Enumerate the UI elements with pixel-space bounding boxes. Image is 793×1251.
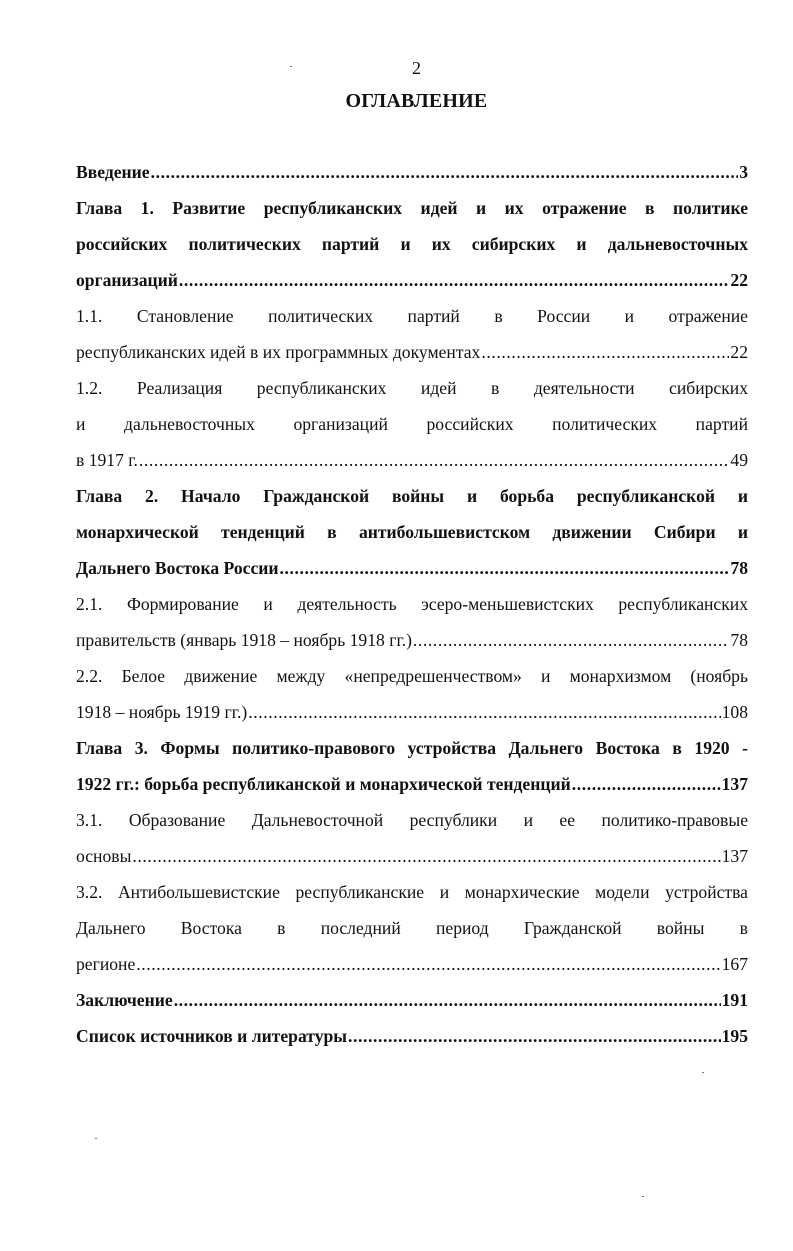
toc-entry-line: 1.1. Становление политических партий в России и отражение (76, 306, 748, 326)
toc-entry-leader-line (76, 982, 748, 1018)
dot-leader (151, 154, 739, 190)
toc-page-number: 49 (730, 450, 748, 470)
toc-entry (76, 730, 748, 802)
dot-leader (413, 622, 729, 658)
toc-page-number: 191 (721, 990, 748, 1010)
page-title: ОГЛАВЛЕНИЕ (345, 90, 488, 112)
toc-page-number: 195 (721, 1026, 748, 1046)
toc-entry-title: организаций (76, 270, 178, 290)
toc-entry-leader-line (76, 442, 748, 478)
dot-leader (179, 262, 729, 298)
toc-page-number: 78 (730, 558, 748, 578)
toc-entry (76, 874, 748, 982)
toc-entry-line: Глава 1. Развитие республиканских идей и их отражение в политике (76, 198, 748, 218)
toc-entry (76, 190, 748, 298)
toc-entry (76, 1018, 748, 1054)
toc-entry-line: Глава 2. Начало Гражданской войны и борьба республиканской и (76, 486, 748, 506)
toc-entry-line: 3.1. Образование Дальневосточной республики и ее политико-правовые (76, 810, 748, 830)
page-number: 2 (412, 58, 421, 78)
toc-entry-leader-line (76, 838, 748, 874)
toc-entry-leader-line (76, 1018, 748, 1054)
toc-entry (76, 658, 748, 730)
toc-entry-title: Заключение (76, 990, 173, 1010)
toc-entry (76, 802, 748, 874)
toc-entry-title: Дальнего Востока России (76, 558, 279, 578)
scan-speck (642, 1196, 644, 1197)
toc-page-number: 3 (739, 162, 748, 182)
dot-leader (348, 1018, 721, 1054)
toc-entry (76, 154, 748, 190)
scan-speck (290, 66, 292, 67)
dot-leader (139, 442, 729, 478)
toc-entry-title: в 1917 г. (76, 450, 138, 470)
toc-entry-title: правительств (январь 1918 – ноябрь 1918 гг.) (76, 630, 412, 650)
toc-entry-title: 1918 – ноябрь 1919 гг.) (76, 702, 248, 722)
dot-leader (174, 982, 721, 1018)
dot-leader (481, 334, 729, 370)
toc-entry-line: российских политических партий и их сибирских и дальневосточных (76, 234, 748, 254)
table-of-contents (76, 154, 748, 1054)
scan-speck (95, 1138, 97, 1139)
toc-entry-leader-line (76, 154, 748, 190)
toc-entry-line: и дальневосточных организаций российских политических партий (76, 414, 748, 434)
toc-entry-leader-line (76, 694, 748, 730)
toc-entry-leader-line (76, 622, 748, 658)
toc-entry-title: основы (76, 846, 132, 866)
toc-entry (76, 586, 748, 658)
toc-entry-title: 1922 гг.: борьба республиканской и монархической тенденций (76, 774, 571, 794)
toc-page-number: 22 (730, 342, 748, 362)
toc-page-number: 78 (730, 630, 748, 650)
toc-page-number: 137 (721, 774, 748, 794)
toc-entry-title: Введение (76, 162, 150, 182)
toc-entry-line: 3.2. Антибольшевистские республиканские и монархические модели устройства (76, 882, 748, 902)
toc-entry-line: Глава 3. Формы политико-правового устройства Дальнего Востока в 1920 - (76, 738, 748, 758)
toc-entry-line: монархической тенденций в антибольшевистском движении Сибири и (76, 522, 748, 542)
toc-entry-leader-line (76, 550, 748, 586)
toc-page-number: 137 (721, 846, 748, 866)
dot-leader (132, 838, 720, 874)
dot-leader (248, 694, 720, 730)
toc-page-number: 108 (721, 702, 748, 722)
toc-entry-line: 2.2. Белое движение между «непредрешенчеством» и монархизмом (ноябрь (76, 666, 748, 686)
toc-entry (76, 982, 748, 1018)
dot-leader (136, 946, 720, 982)
toc-entry-title: республиканских идей в их программных документах (76, 342, 481, 362)
toc-entry-leader-line (76, 946, 748, 982)
toc-page-number: 167 (721, 954, 748, 974)
toc-entry-line: Дальнего Востока в последний период Гражданской войны в (76, 918, 748, 938)
toc-entry-title: Список источников и литературы (76, 1026, 348, 1046)
toc-entry-leader-line (76, 334, 748, 370)
toc-entry (76, 370, 748, 478)
toc-entry-line: 1.2. Реализация республиканских идей в деятельности сибирских (76, 378, 748, 398)
toc-entry-leader-line (76, 262, 748, 298)
scan-speck (702, 1072, 704, 1073)
toc-entry-leader-line (76, 766, 748, 802)
dot-leader (280, 550, 730, 586)
toc-entry (76, 478, 748, 586)
toc-entry-line: 2.1. Формирование и деятельность эсеро-меньшевистских республиканских (76, 594, 748, 614)
dot-leader (572, 766, 721, 802)
toc-entry-title: регионе (76, 954, 136, 974)
toc-page-number: 22 (730, 270, 748, 290)
toc-entry (76, 298, 748, 370)
